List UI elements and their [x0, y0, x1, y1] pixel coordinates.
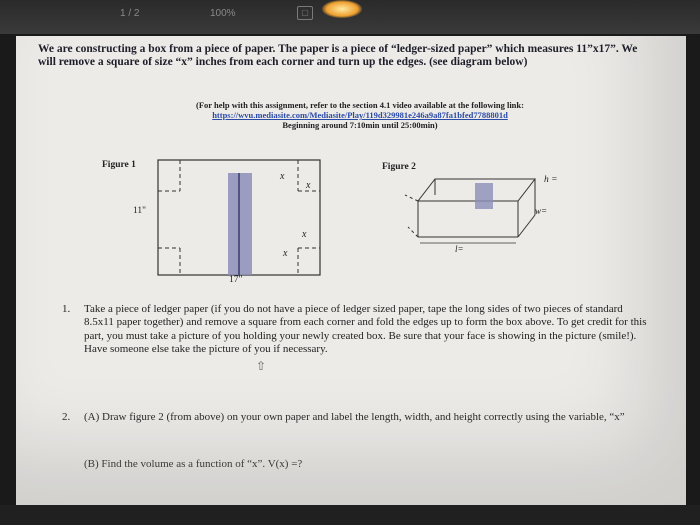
height-dimension-label: 11" [133, 206, 147, 216]
help-line-1: (For help with this assignment, refer to the section 4.1 video available at the following link: [196, 100, 524, 110]
figure-2-diagram [400, 165, 560, 255]
figure-1-diagram [150, 155, 350, 285]
box-bottom-right [518, 215, 535, 237]
x-label-top-v: x [280, 171, 285, 182]
length-dimension-label: 17" [229, 275, 243, 285]
question-1-number: 1. [62, 303, 71, 315]
question-2-number: 2. [62, 411, 71, 423]
w-label: w= [535, 206, 548, 216]
figure-2-label: Figure 2 [382, 162, 416, 172]
x-label-bottom-h: x [283, 248, 288, 259]
left-flap-guide [405, 195, 418, 201]
figure-1-label: Figure 1 [102, 160, 136, 170]
l-label: l= [455, 244, 464, 254]
fold-strip [228, 173, 252, 275]
question-2-part-a: (A) Draw figure 2 (from above) on your own paper and label the length, width, and height correctly using the variable, “x” [84, 411, 625, 423]
light-glare [322, 0, 362, 18]
help-line-3: Beginning around 7:10min until 25:00min) [282, 120, 438, 130]
zoom-level[interactable]: 100% [210, 8, 236, 19]
mouse-cursor-icon: ⇧ [256, 359, 267, 373]
fit-page-icon[interactable]: ▢ [297, 6, 313, 20]
box-fold-strip [475, 183, 493, 209]
left-flap-guide-2 [408, 227, 418, 237]
intro-paragraph: We are constructing a box from a piece of paper. The paper is a piece of “ledger-sized paper” which measures 11”x17”. We will remove a square of size “x” inches from each corner and turn up the edges. (see diagram below) [38, 43, 638, 68]
h-label: h = [544, 175, 558, 185]
page-indicator: 1 / 2 [120, 8, 140, 19]
help-note [160, 100, 560, 130]
video-link[interactable]: https://wvu.mediasite.com/Mediasite/Play/119d329981e246a9a87fa1bfed7788801d [212, 110, 508, 120]
desk-shadow [0, 505, 700, 525]
question-2-part-b: (B) Find the volume as a function of “x”. V(x) =? [84, 458, 303, 470]
question-1-text: Take a piece of ledger paper (if you do not have a piece of ledger sized paper, tape the long sides of two pieces of standard 8.5x11 paper together) and remove a square from each corner and fold the edges up to form the box above. To get credit for this part, you must take a picture of you holding your newly created box. Be sure that your face is showing in the picture (smile!). Have someone else take the picture of you if necessary. [84, 303, 647, 355]
x-label-top-h: x [306, 180, 311, 191]
x-label-bottom-v: x [302, 229, 307, 240]
